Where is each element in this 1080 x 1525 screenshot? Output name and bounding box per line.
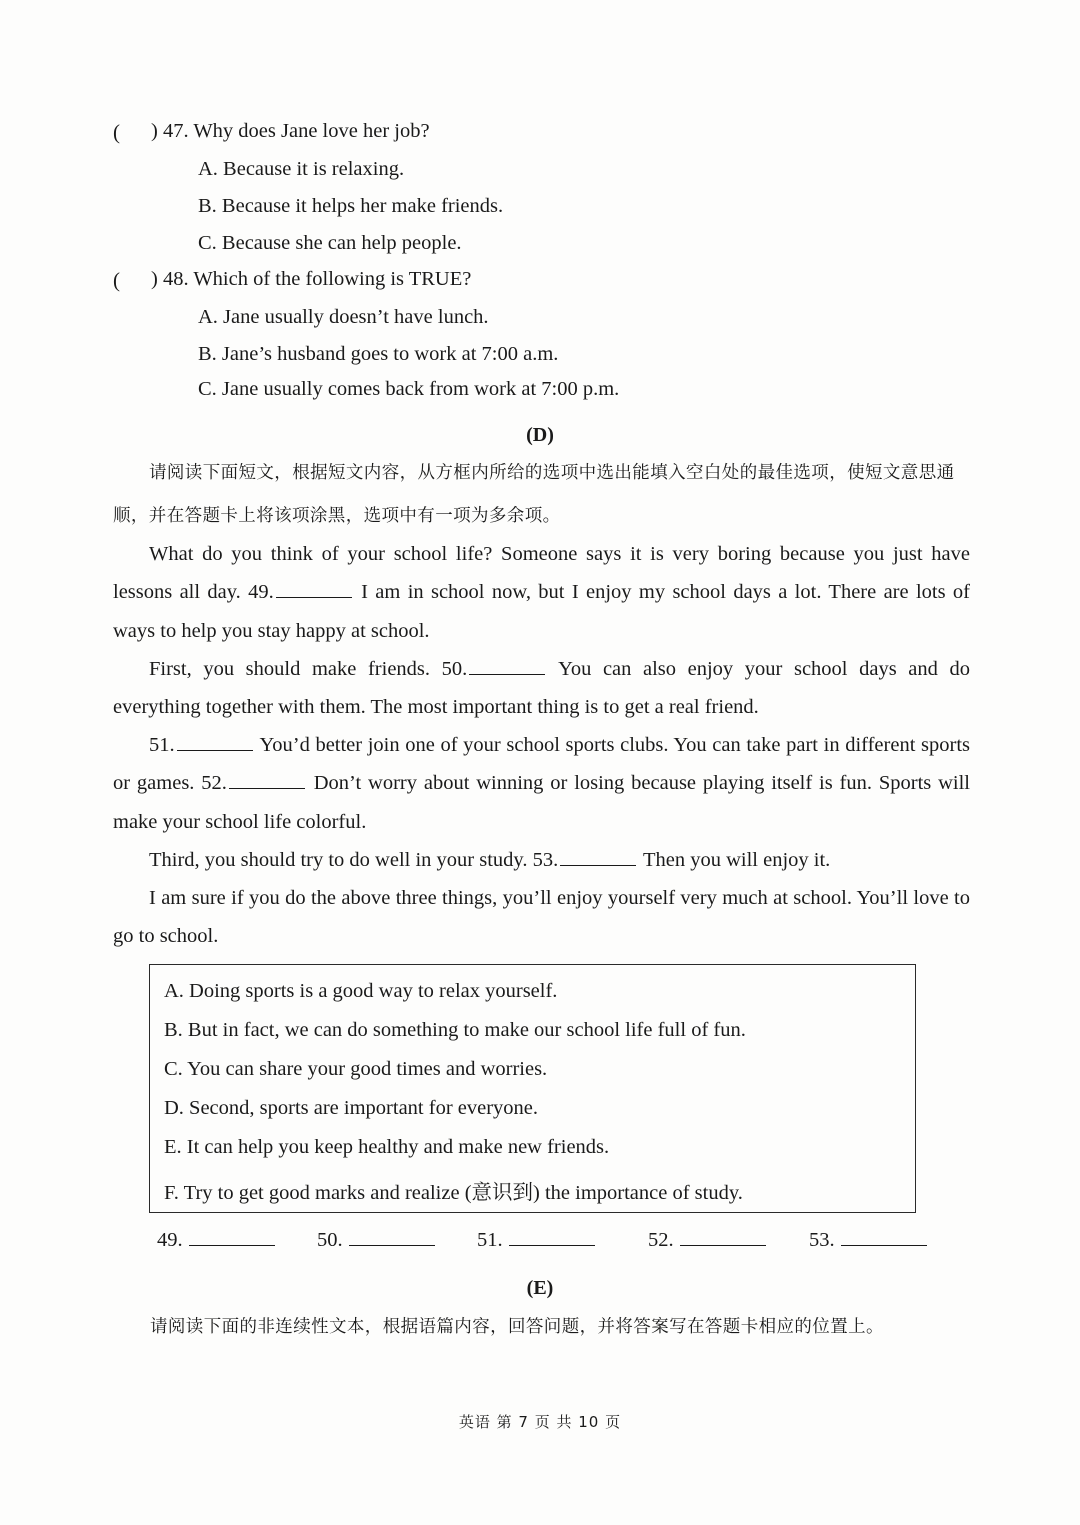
blank-50 bbox=[469, 656, 545, 675]
answer-line-51 bbox=[509, 1225, 595, 1246]
passage-paragraph-3 bbox=[113, 726, 970, 841]
passage-paragraph-2 bbox=[113, 650, 970, 727]
answer-line-50 bbox=[349, 1225, 435, 1246]
choice-c: C. You can share your good times and worries. bbox=[164, 1058, 548, 1080]
choice-d: D. Second, sports are important for everyone. bbox=[164, 1097, 539, 1119]
answer-label-52: 52. bbox=[648, 1229, 674, 1251]
blank-52 bbox=[229, 770, 305, 789]
question-47-option-c: C. Because she can help people. bbox=[198, 232, 462, 254]
passage-paragraph-1 bbox=[113, 535, 970, 650]
answer-line-52 bbox=[680, 1225, 766, 1246]
answer-line-53 bbox=[841, 1225, 927, 1246]
paragraph-2-text-a: First, you should make friends. 50. bbox=[149, 658, 468, 680]
options-box bbox=[149, 964, 916, 1213]
question-47-stem: ) 47. Why does Jane love her job? bbox=[151, 120, 430, 142]
passage-paragraph-5: I am sure if you do the above three things, you’ll enjoy yourself very much at school. You’ll love to go to school. bbox=[113, 887, 970, 948]
passage-paragraph-4 bbox=[113, 841, 970, 879]
blank-53 bbox=[560, 847, 636, 866]
paragraph-4-text-a: Third, you should try to do well in your study. 53. bbox=[149, 849, 559, 871]
question-48-option-b: B. Jane’s husband goes to work at 7:00 a.m. bbox=[198, 343, 559, 365]
choice-f: F. Try to get good marks and realize (意识到) the importance of study. bbox=[164, 1182, 743, 1204]
answer-paren-47: ( bbox=[113, 120, 120, 144]
answer-label-51: 51. bbox=[477, 1229, 503, 1251]
answer-slot-53 bbox=[809, 1225, 927, 1252]
choice-e: E. It can help you keep healthy and make new friends. bbox=[164, 1136, 610, 1158]
answer-line-49 bbox=[189, 1225, 275, 1246]
answer-slot-52 bbox=[648, 1225, 766, 1252]
paragraph-4-text-b: Then you will enjoy it. bbox=[638, 849, 831, 871]
answer-label-53: 53. bbox=[809, 1229, 835, 1251]
blank-51 bbox=[177, 732, 253, 751]
page-footer: 英语 第 7 页 共 10 页 bbox=[458, 1413, 622, 1431]
section-d-instruction: 请阅读下面短文，根据短文内容，从方框内所给的选项中选出能填入空白处的最佳选项，使短文意思通顺，并在答题卡上将该项涂黑，选项中有一项为多余项。 bbox=[113, 463, 955, 526]
answer-label-50: 50. bbox=[317, 1229, 343, 1251]
question-47-option-a: A. Because it is relaxing. bbox=[198, 158, 405, 180]
question-48-stem: ) 48. Which of the following is TRUE? bbox=[151, 268, 472, 290]
question-48-option-a: A. Jane usually doesn’t have lunch. bbox=[198, 306, 489, 328]
paragraph-3-text-b: You’d better join one of your school sports clubs. You can take part in different sports or games. 52. bbox=[113, 734, 970, 795]
question-47-option-b: B. Because it helps her make friends. bbox=[198, 195, 504, 217]
blank-49 bbox=[276, 579, 352, 598]
section-d-title: (D) bbox=[526, 424, 554, 446]
choice-b: B. But in fact, we can do something to make our school life full of fun. bbox=[164, 1019, 746, 1041]
choice-a: A. Doing sports is a good way to relax yourself. bbox=[164, 980, 558, 1002]
answer-slot-50 bbox=[317, 1225, 435, 1252]
paragraph-3-text-c: Don’t worry about winning or losing because playing itself is fun. Sports will make your school life colorful. bbox=[113, 772, 970, 833]
section-e-instruction: 请阅读下面的非连续性文本，根据语篇内容，回答问题，并将答案写在答题卡相应的位置上。 bbox=[150, 1317, 884, 1337]
answer-slot-49 bbox=[157, 1225, 275, 1252]
answer-slot-51 bbox=[477, 1225, 595, 1252]
question-48-option-c: C. Jane usually comes back from work at 7:00 p.m. bbox=[198, 378, 620, 400]
answer-label-49: 49. bbox=[157, 1229, 183, 1251]
paragraph-1-text-a: What do you think of your school life? Someone says it is very boring because you just have lessons all day. 49. bbox=[113, 543, 970, 604]
paragraph-1-text-b: I am in school now, but I enjoy my school days a lot. There are lots of ways to help you stay happy at school. bbox=[113, 581, 970, 642]
paragraph-2-text-b: You can also enjoy your school days and do everything together with them. The most important thing is to get a real friend. bbox=[113, 658, 970, 719]
answer-paren-48: ( bbox=[113, 268, 120, 292]
paragraph-3-text-a: 51. bbox=[149, 734, 175, 756]
section-e-title: (E) bbox=[526, 1277, 554, 1299]
